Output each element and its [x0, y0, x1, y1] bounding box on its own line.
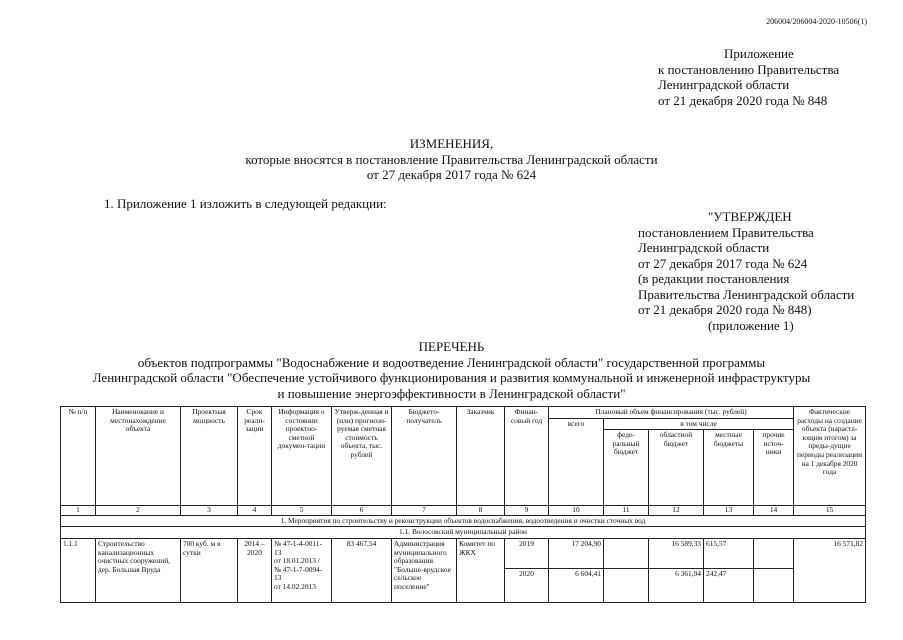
info-line: от 14.02.2013 [274, 581, 316, 591]
list-heading [0, 339, 903, 401]
cell-local: 615,57 [704, 538, 754, 568]
th-fin-year: Финан-совый год [505, 407, 549, 506]
list-line: и повышение энергоэффективности в Ленинградской области" [277, 385, 626, 401]
th-planned: Плановый объем финансирования (тыс. рублей) [549, 407, 794, 419]
info-line: № 47-1-4-0011-13 [274, 538, 323, 557]
col-number: 5 [272, 506, 332, 516]
th-customer: Заказчик [457, 407, 505, 506]
approved-line: от 27 декабря 2017 года № 624 [638, 255, 808, 271]
appendix-line: Ленинградской области [658, 77, 790, 92]
list-line: Ленинградской области "Обеспечение устойчивого функционирования и развития коммунальной и инженерной инфраструктуры [92, 370, 811, 385]
cell-federal [604, 568, 649, 602]
changes-line: от 27 декабря 2017 года № 624 [366, 167, 537, 182]
th-total: всего [549, 418, 604, 506]
col-number: 14 [754, 506, 794, 516]
approved-line: Правительства Ленинградской области [638, 286, 855, 302]
col-number: 4 [238, 506, 272, 516]
appendix-line: к постановлению Правительства [658, 61, 840, 77]
col-number: 11 [604, 506, 649, 516]
cell-federal [604, 538, 649, 568]
cell-total: 17 204,90 [549, 538, 604, 568]
cell-regional: 16 589,33 [649, 538, 704, 568]
appendix-block [658, 46, 839, 108]
th-term: Срок реали-зации [238, 407, 272, 506]
cell-capacity: 700 куб. м в сутки [181, 538, 238, 602]
th-name: Наименование и местонахождение объекта [96, 407, 181, 506]
th-recipient: Бюджето-получатель [392, 407, 457, 506]
cell-other [754, 568, 794, 602]
section-1-title: 1. Мероприятия по строительству и реконструкции объектов водоснабжения, водоотведения и очистки сточных вод [61, 515, 866, 527]
section-1-1-title: 1.1. Волосовский муниципальный район [61, 527, 866, 539]
cell-local: 242,47 [704, 568, 754, 602]
cell-year: 2019 [505, 538, 549, 568]
table-row [61, 538, 866, 568]
th-local: местные бюджеты [704, 430, 754, 506]
cell-info [272, 538, 332, 602]
th-capacity: Проектная мощность [181, 407, 238, 506]
cell-recipient: Администрация муниципального образования "Больше-врудское сельское поселение" [392, 538, 457, 602]
th-regional: областной бюджет [649, 430, 704, 506]
approved-line: (приложение 1) [708, 317, 794, 333]
changes-heading [0, 136, 903, 183]
info-line: № 47-1-7-0094-13 [274, 564, 323, 583]
item-1-text: 1. Приложение 1 изложить в следующей редакции: [104, 196, 387, 211]
col-number: 10 [549, 506, 604, 516]
col-number: 12 [649, 506, 704, 516]
col-number: 9 [505, 506, 549, 516]
cell-cost: 83 467,54 [332, 538, 392, 602]
th-federal: феде-ральный бюджет [604, 430, 649, 506]
th-incl: в том числе [604, 418, 794, 430]
cell-year: 2020 [505, 568, 549, 602]
col-number: 6 [332, 506, 392, 516]
approved-line: Ленинградской области [638, 240, 770, 255]
th-approved-cost: Утверж-денная и (или) прогнози-руемая сметная стоимость объекта, тыс. рублей [332, 407, 392, 506]
section-row [61, 527, 866, 539]
document-number: 206004/206004-2020-10506(1) [766, 17, 867, 26]
cell-term: 2014 – 2020 [238, 538, 272, 602]
th-info: Информация о состоянии проектно-сметной докумен-тации [272, 407, 332, 506]
col-number: 1 [61, 506, 96, 516]
cell-other [754, 538, 794, 568]
cell-name: Строительство канализационных очистных сооружений, дер. Большая Вруда [96, 538, 181, 602]
list-title: ПЕРЕЧЕНЬ [418, 339, 485, 354]
cell-regional: 6 361,94 [649, 568, 704, 602]
objects-table [60, 406, 866, 603]
th-num: № п/п [61, 407, 96, 506]
column-numbers-row [61, 506, 866, 516]
approved-line: постановлением Правительства [638, 224, 814, 240]
approved-line: (в редакции постановления [638, 271, 790, 286]
appendix-line: от 21 декабря 2020 года № 848 [658, 92, 828, 108]
appendix-line: Приложение [724, 46, 794, 61]
list-line: объектов подпрограммы "Водоснабжение и водоотведение Ленинградской области" государственной программы [137, 354, 766, 370]
changes-title: ИЗМЕНЕНИЯ, [409, 136, 494, 151]
col-number: 15 [794, 506, 866, 516]
info-line: от 18.01.2013 / [274, 556, 320, 566]
cell-num: 1.1.1 [61, 538, 96, 602]
th-other: прочие источ-ники [754, 430, 794, 506]
header-row [61, 407, 866, 419]
col-number: 7 [392, 506, 457, 516]
col-number: 3 [181, 506, 238, 516]
cell-customer: Комитет по ЖКХ [457, 538, 505, 602]
col-number: 8 [457, 506, 505, 516]
col-number: 2 [96, 506, 181, 516]
col-number: 13 [704, 506, 754, 516]
th-actual: Фактические расходы на создание объекта (нараста-ющим итогом) за преды-дущие периоды реализации на 1 декабря 2020 года [794, 407, 866, 506]
approval-stamp-block [638, 209, 854, 333]
changes-line: которые вносятся в постановление Правительства Ленинградской области [245, 151, 658, 167]
section-row [61, 515, 866, 527]
cell-actual: 16 571,82 [794, 538, 866, 602]
approved-line: "УТВЕРЖДЕН [708, 209, 792, 224]
cell-total: 6 604,41 [549, 568, 604, 602]
approved-line: от 21 декабря 2020 года № 848) [638, 302, 812, 317]
